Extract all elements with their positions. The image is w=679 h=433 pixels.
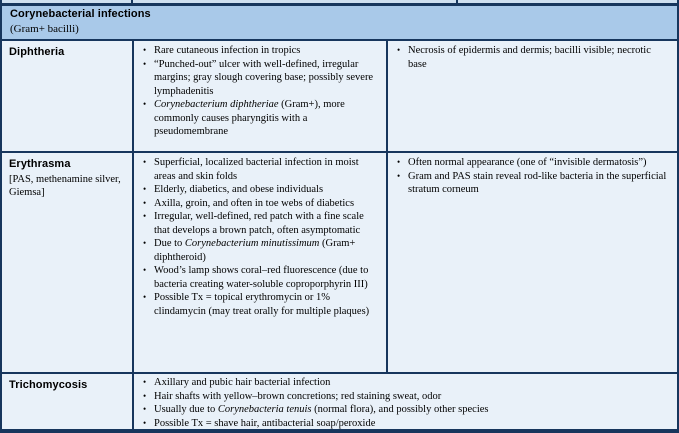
bullet-marker: • <box>143 390 147 401</box>
bullet-item <box>134 237 380 264</box>
bullet-list <box>134 156 380 318</box>
bullet-marker: • <box>143 45 147 55</box>
bullet-text: Hair shafts with yellow–brown concretions; red staining sweat, odor <box>154 390 442 402</box>
bullet-item <box>134 264 380 291</box>
bullet-marker: • <box>143 157 147 167</box>
bullet-marker: • <box>143 404 147 414</box>
bullet-marker: • <box>397 45 401 55</box>
bullet-marker: • <box>143 265 147 275</box>
merged-features-cell <box>134 374 677 429</box>
bullet-text: Usually due to Corynebacteria tenuis (normal flora), and possibly other species <box>154 404 489 415</box>
bullet-item <box>134 417 671 430</box>
bullet-item <box>134 291 380 318</box>
bullet-item <box>134 210 380 237</box>
bullet-text: Possible Tx = shave hair, antibacterial soap/peroxide <box>154 417 376 429</box>
bullet-marker: • <box>143 99 147 109</box>
bullet-text: Possible Tx = topical erythromycin or 1% clindamycin (may treat orally for multiple plaques) <box>154 292 370 317</box>
bullet-item <box>388 44 671 71</box>
bullet-marker: • <box>397 170 401 181</box>
bullet-text: Due to Corynebacterium minutissimum (Gram+ diphtheroid) <box>154 238 356 263</box>
bullet-item <box>134 156 380 183</box>
bullet-item <box>134 376 671 390</box>
bullet-marker: • <box>143 211 147 221</box>
bullet-item <box>134 44 380 58</box>
sliver-column-divider <box>131 0 133 3</box>
row-label-cell <box>2 41 132 151</box>
bullet-text: “Punched-out” ulcer with well-defined, irregular margins; gray slough covering base; possibly severe lymphadenitis <box>154 58 374 97</box>
bullet-marker: • <box>143 377 147 387</box>
bullet-text: Rare cutaneous infection in tropics <box>154 45 301 56</box>
bullet-marker: • <box>143 238 147 248</box>
bullet-marker: • <box>397 157 401 167</box>
bullet-text: Corynebacterium diphtheriae (Gram+), more commonly causes pharyngitis with a pseudomembrane <box>154 99 345 137</box>
table-subtitle: (Gram+ bacilli) <box>10 23 79 35</box>
bullet-marker: • <box>143 197 147 208</box>
bullet-text: Irregular, well-defined, red patch with a fine scale that develops a brown patch, often asymptomatic <box>154 211 364 236</box>
bullet-marker: • <box>143 292 147 302</box>
bullet-text: Axillary and pubic hair bacterial infection <box>154 377 331 388</box>
bullet-text: Gram and PAS stain reveal rod-like bacteria in the superficial stratum corneum <box>408 170 667 195</box>
bullet-text: Superficial, localized bacterial infection in moist areas and skin folds <box>154 157 359 182</box>
sliver-column-divider <box>456 0 458 3</box>
bullet-marker: • <box>143 184 147 194</box>
bullet-item <box>134 197 380 211</box>
bullet-list <box>134 44 380 139</box>
bullet-item <box>134 390 671 404</box>
table-row-erythrasma <box>2 153 677 372</box>
table-row-trichomycosis <box>2 374 677 429</box>
bullet-item <box>134 403 671 417</box>
bullet-text: Often normal appearance (one of “invisible dermatosis”) <box>408 157 647 168</box>
row-stain-note: [PAS, methenamine silver, Giemsa] <box>9 174 121 198</box>
bullet-item <box>134 98 380 139</box>
clinical-features-cell <box>134 41 386 151</box>
row-label: Erythrasma <box>9 158 71 170</box>
bullet-text: Wood’s lamp shows coral–red fluorescence (due to bacteria creating water-soluble coproporphyrin III) <box>154 265 369 290</box>
histology-cell <box>388 153 677 372</box>
bullet-text: Necrosis of epidermis and dermis; bacilli visible; necrotic base <box>408 45 651 70</box>
histology-cell <box>388 41 677 151</box>
row-label: Trichomycosis <box>9 379 88 391</box>
bullet-list <box>388 44 671 71</box>
bullet-text: Axilla, groin, and often in toe webs of diabetics <box>154 197 355 209</box>
table-header <box>2 6 677 39</box>
bullet-item <box>134 58 380 99</box>
row-label-cell <box>2 374 132 429</box>
bullet-item <box>388 170 671 197</box>
bullet-marker: • <box>143 58 147 69</box>
bullet-list <box>388 156 671 197</box>
clinical-features-cell <box>134 153 386 372</box>
previous-row-sliver <box>2 0 677 3</box>
row-label-cell <box>2 153 132 372</box>
table-row-diphtheria <box>2 41 677 151</box>
bullet-text: Elderly, diabetics, and obese individuals <box>154 184 324 195</box>
table-title: Corynebacterial infections <box>10 8 151 20</box>
bullet-item <box>388 156 671 170</box>
bullet-marker: • <box>143 417 147 428</box>
row-label: Diphtheria <box>9 46 65 58</box>
bullet-list <box>134 376 671 429</box>
bullet-item <box>134 183 380 197</box>
